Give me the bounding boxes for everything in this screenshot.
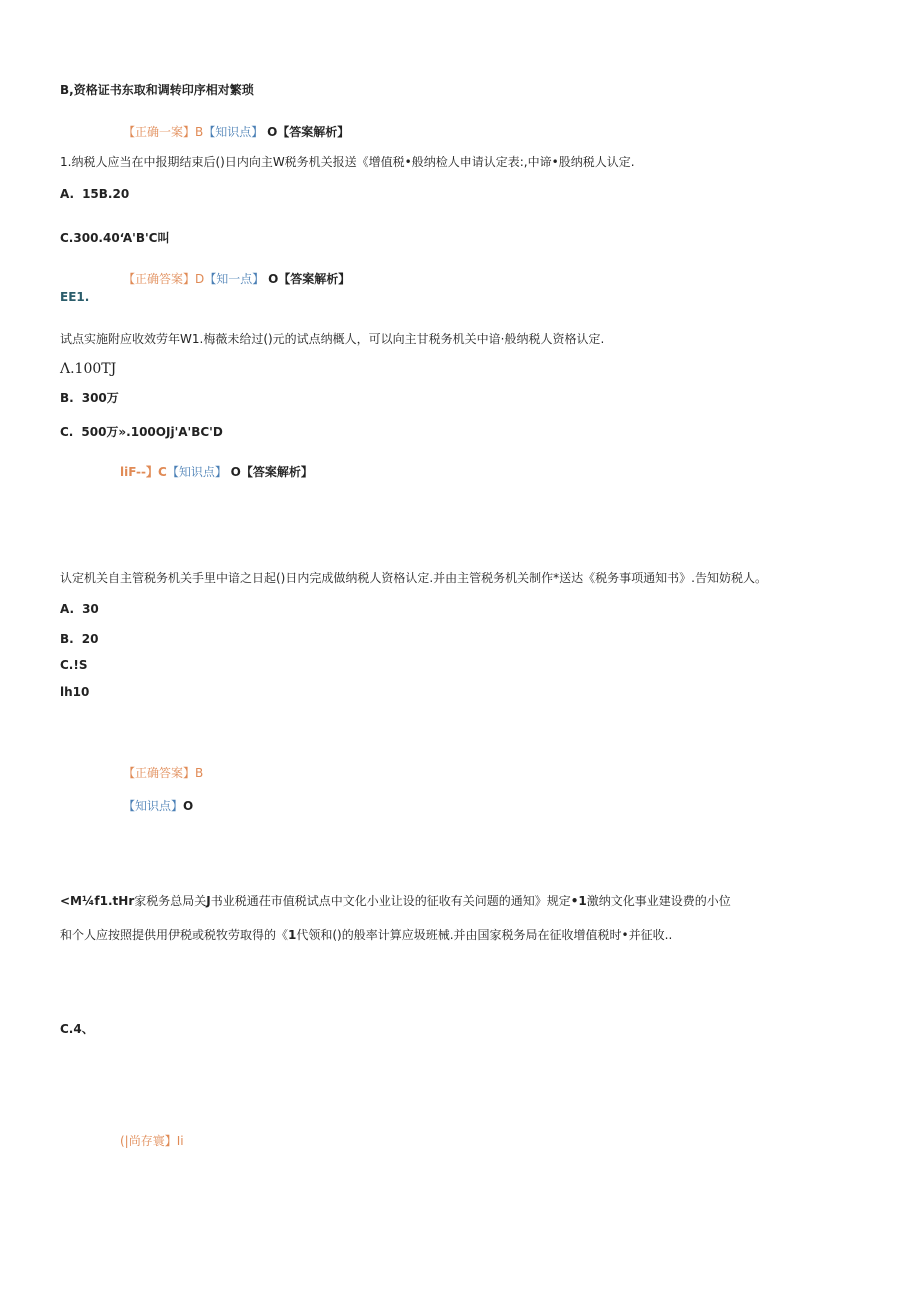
question-text-part: 书业税通茌市值税试点中文化小业让设的征收有关问题的通知》规定: [210, 894, 571, 908]
option-line-d3: [60, 684, 89, 700]
option-letter: B.: [60, 632, 74, 646]
question-number: [60, 289, 89, 305]
knowledge-point-label: 【知识点】: [166, 465, 227, 479]
correct-answer-label: 【正确答案】D: [123, 272, 205, 286]
correct-answer-label: 【正确一案】B: [123, 125, 204, 139]
question-text: 认定机关自主管税务机关手里中谙之日起()日内完成做纳税人资格认定.并由主管税务机关制作*送达《税务事项通知书》.告知妨税人。: [60, 571, 767, 585]
question-text: 试点实施附应收效劳年W1.梅薇未给过()元的试点纳概人，可以向主甘税务机关中谙·般纳税人资格认定.: [60, 332, 605, 346]
option-line-a: [60, 186, 129, 202]
option-value: lh10: [60, 685, 90, 699]
knowledge-point-label: 【知识点】: [123, 799, 184, 813]
option-value: 20: [81, 632, 99, 646]
correct-answer-label: liF--】C: [120, 465, 167, 479]
analysis-label: O【答案解析】: [267, 125, 350, 139]
correct-answer-label: (|尚存寰】Ii: [120, 1134, 184, 1148]
question-text-part: J: [206, 894, 211, 908]
question-number-text: EE1.: [60, 290, 90, 304]
option-line-a3: [60, 601, 99, 617]
option-letter: B.: [60, 391, 74, 405]
option-value: C.4、: [60, 1022, 94, 1036]
knowledge-point-value: O: [183, 799, 194, 813]
option-letter: A.: [60, 187, 75, 201]
answer-line-5: [120, 1133, 184, 1149]
question-4-line-2: [60, 927, 672, 943]
question-text-part: 和个人应按照提供用伊税或税牧劳取得的《: [60, 928, 289, 942]
option-value: C.!S: [60, 658, 88, 672]
option-value: 300万: [81, 391, 119, 405]
question-1: [60, 154, 635, 170]
option-value: Λ.100TJ: [60, 361, 117, 377]
option-b-text: [60, 82, 254, 98]
option-letter: C.: [60, 425, 74, 439]
question-4-line-1: [60, 893, 731, 909]
option-letter: A.: [60, 602, 75, 616]
option-line-b2: [60, 390, 119, 406]
answer-line-2: [123, 271, 350, 287]
question-text-part: 1: [288, 928, 297, 942]
option-line-a2: [60, 361, 116, 377]
option-value: 500万».100OJj'A'BC'D: [81, 425, 223, 439]
question-text-part: <M¼f1.tHr: [60, 894, 135, 908]
option-value: C.300.40ʻA'B'C叫: [60, 231, 170, 245]
option-value: 15B.20: [82, 187, 130, 201]
analysis-label: O【答案解析】: [268, 272, 351, 286]
option-line-c2: [60, 424, 223, 440]
option-line-c4: [60, 1021, 94, 1037]
answer-line-4: [123, 765, 203, 781]
answer-line-3: [120, 464, 313, 480]
question-text: 1.纳税人应当在中报期结束后()日内向主W税务机关报送《增值税•般纳检人申请认定表:,中谛•股纳税人认定.: [60, 155, 635, 169]
question-text-part: 家税务总局关: [134, 894, 207, 908]
option-text: B,资格证书东取和调转印序相对繁琐: [60, 83, 254, 97]
option-line-c: [60, 230, 169, 246]
correct-answer-label: 【正确答案】B: [123, 766, 204, 780]
answer-line-1: [123, 124, 349, 140]
question-text-part: 激纳文化事业建设费的小位: [586, 894, 731, 908]
question-text-part: 代领和()的般率计算应圾班械.并由国家税务局在征收增值税时•并征收..: [296, 928, 673, 942]
knowledge-point-label: 【知识点】: [203, 125, 264, 139]
option-line-c3: [60, 657, 87, 673]
question-3: [60, 570, 767, 586]
analysis-label: O【答案解析】: [230, 465, 313, 479]
option-value: 30: [82, 602, 99, 616]
question-2: [60, 331, 604, 347]
option-line-b3: [60, 631, 98, 647]
knowledge-point-label: 【知一点】: [204, 272, 265, 286]
knowledge-line-4: [123, 798, 193, 814]
question-text-part: •1: [570, 894, 587, 908]
